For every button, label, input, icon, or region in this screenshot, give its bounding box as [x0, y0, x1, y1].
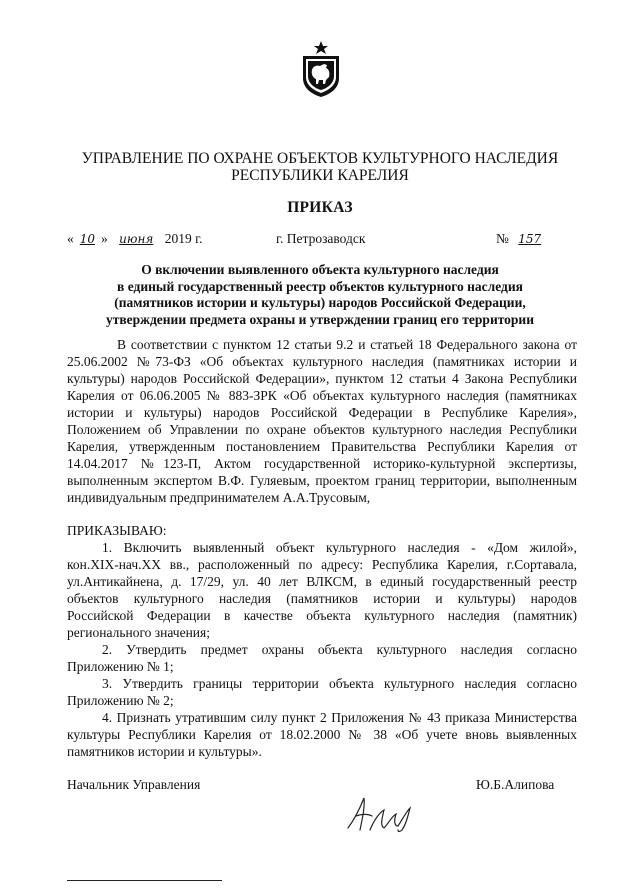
order-item-line: Приложению № 1;	[67, 659, 174, 674]
handwritten-signature	[340, 790, 425, 835]
preamble-line: выполненным экспертом В.Ф. Гуляевым, проектом границ территории, выполненным	[67, 473, 577, 488]
order-item-line: 1. Включить выявленный объект культурного наследия - «Дом жилой»,	[102, 540, 577, 555]
number-value: 157	[518, 232, 542, 246]
preamble-line: истории и культуры) народов Российской Федерации в Республике Карелия»,	[67, 405, 577, 420]
order-item-line: регионального значения;	[67, 625, 210, 640]
order-word: ПРИКАЗЫВАЮ:	[67, 523, 167, 538]
order-item-line: Приложению № 2;	[67, 693, 174, 708]
signatory-position: Начальник Управления	[67, 777, 201, 792]
preamble-line: индивидуальным предпринимателем А.А.Трусовым,	[67, 490, 371, 505]
order-item-line: культуры Республики Карелия от 18.02.2000 № 38 «Об учете вновь выявленных	[67, 727, 577, 742]
preamble-line: 14.04.2017 №123-П, Актом государственной историко-культурной экспертизы,	[67, 456, 577, 471]
subject-line: (памятников истории и культуры) народов Российской Федерации,	[114, 295, 526, 310]
date-day: 10	[79, 232, 96, 246]
date-month: июня	[119, 232, 154, 246]
subject-line: утверждении предмета охраны и утверждении границ его территории	[106, 311, 534, 327]
order-item-line: объектов культурного наследия (памятников истории и культуры) народов	[67, 591, 577, 606]
preamble-line: Положением об Управлении по охране объектов культурного наследия Республики	[67, 422, 577, 437]
order-item-line: кон.XIX-нач.XX вв., расположенный по адресу: Республика Карелия, г.Сортавала,	[67, 557, 577, 572]
document-place: г. Петрозаводск	[276, 231, 366, 246]
subject-line: в единый государственный реестр объектов культурного наследия	[117, 278, 523, 294]
preamble-line: 25.06.2002 №73-ФЗ «Об объектах культурного наследия (памятниках истории и	[67, 354, 577, 369]
order-item-line: 4. Признать утратившим силу пункт 2 Приложения № 43 приказа Министерства	[102, 710, 577, 725]
order-item-line: Российской Федерации в качестве объекта культурного наследия (памятник)	[67, 608, 577, 623]
preamble-line: Карелия от 06.06.2005 № 883-ЗРК «Об объектах культурного наследия (памятниках	[67, 388, 577, 403]
signatory-name: Ю.Б.Алипова	[476, 777, 555, 792]
date-year: 2019 г.	[164, 231, 203, 246]
document-title: ПРИКАЗ	[287, 199, 353, 216]
preamble-line: Карелия, утвержденным постановлением Правительства Республики Карелия от	[67, 439, 577, 454]
coat-of-arms-emblem	[298, 40, 344, 98]
agency-name-line2: РЕСПУБЛИКИ КАРЕЛИЯ	[231, 167, 409, 184]
document-number	[496, 231, 547, 247]
preamble-line: В соответствии с пунктом 12 статьи 9.2 и статьей 18 Федерального закона от	[117, 337, 577, 352]
document-date: « 10 » июня 2019 г.	[67, 231, 203, 246]
agency-name-line1: УПРАВЛЕНИЕ ПО ОХРАНЕ ОБЪЕКТОВ КУЛЬТУРНОГО НАСЛЕДИЯ	[81, 150, 559, 167]
preamble-line: культуры) народов Российской Федерации», пунктом 12 статьи 4 Закона Республики	[67, 371, 577, 386]
order-item-line: памятников истории и культуры».	[67, 744, 262, 759]
order-item-line: 2. Утвердить предмет охраны объекта культурного наследия согласно	[102, 642, 577, 657]
order-item-line: ул.Антикайнена, д. 17/29, ул. 40 лет ВЛКСМ, в единый государственный реестр	[67, 574, 577, 589]
order-subject	[70, 262, 570, 328]
order-item-line: 3. Утвердить границы территории объекта культурного наследия согласно	[102, 676, 577, 691]
footer-rule	[67, 880, 222, 881]
subject-line: О включении выявленного объекта культурного наследия	[141, 262, 499, 277]
number-label: №	[496, 231, 509, 246]
